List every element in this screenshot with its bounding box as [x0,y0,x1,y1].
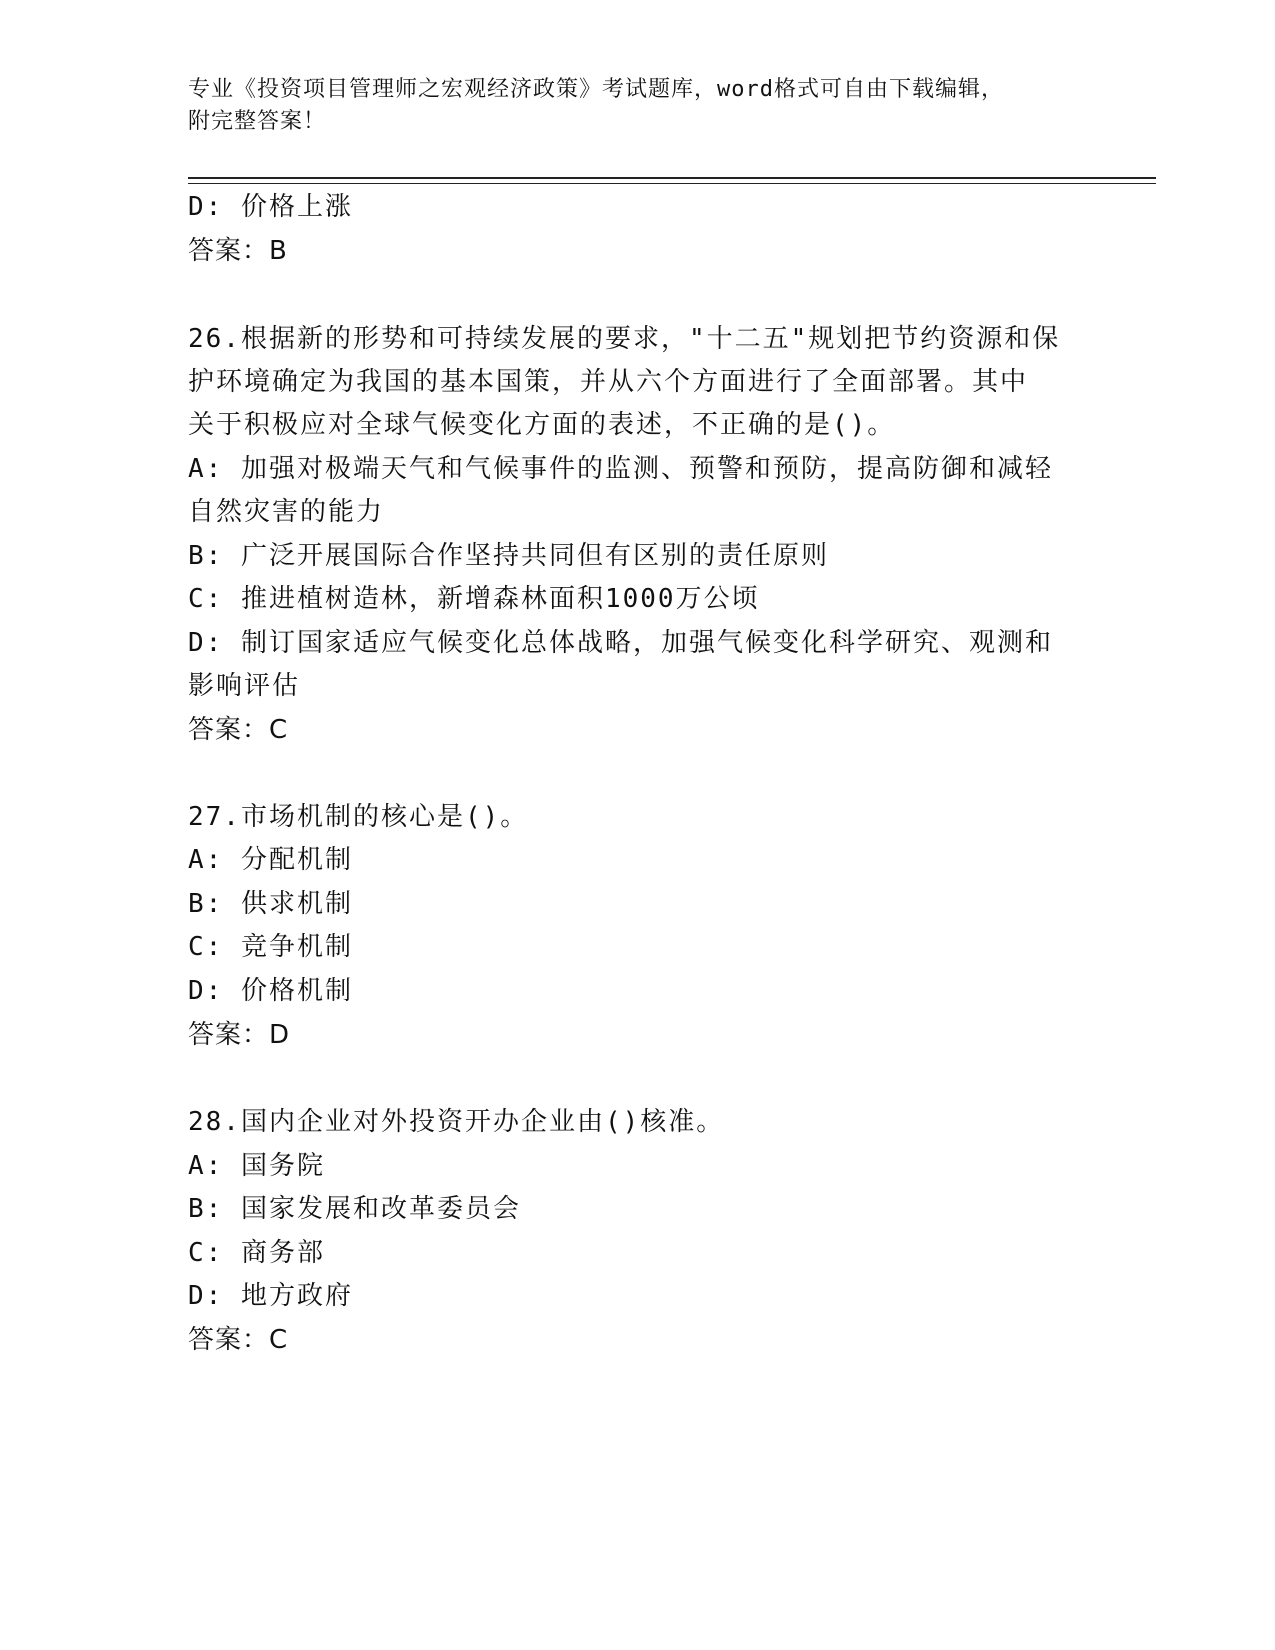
prev-option-d: D: 价格上涨 [188,192,353,222]
q26-stem-line-1: 26.根据新的形势和可持续发展的要求，"十二五"规划把节约资源和保 [188,324,1061,354]
prev-answer: 答案：B [188,236,288,266]
q27-option-c: C: 竞争机制 [188,932,353,962]
q27-answer: 答案：D [188,1020,291,1050]
q26-stem-line-3: 关于积极应对全球气候变化方面的表述，不正确的是()。 [188,410,896,440]
q28-option-a: A: 国务院 [188,1151,325,1181]
q26-option-d-line-1: D: 制订国家适应气候变化总体战略，加强气候变化科学研究、观测和 [188,628,1053,658]
q27-option-a: A: 分配机制 [188,845,353,875]
q27-option-d: D: 价格机制 [188,976,353,1006]
q26-option-a-line-1: A: 加强对极端天气和气候事件的监测、预警和预防，提高防御和减轻 [188,454,1053,484]
q28-option-d: D: 地方政府 [188,1281,353,1311]
q26-option-b: B: 广泛开展国际合作坚持共同但有区别的责任原则 [188,541,829,571]
header-rule-thin [188,183,1156,184]
q28-answer: 答案：C [188,1325,289,1355]
q26-option-c: C: 推进植树造林，新增森林面积1000万公顷 [188,584,760,614]
q27-stem: 27.市场机制的核心是()。 [188,802,529,832]
q26-option-a-line-2: 自然灾害的能力 [188,497,385,527]
q26-answer: 答案：C [188,715,289,745]
q28-option-b: B: 国家发展和改革委员会 [188,1194,521,1224]
q27-option-b: B: 供求机制 [188,889,353,919]
q28-stem: 28.国内企业对外投资开办企业由()核准。 [188,1107,725,1137]
header-line-2: 附完整答案！ [188,109,327,134]
q26-stem-line-2: 护环境确定为我国的基本国策，并从六个方面进行了全面部署。其中 [188,367,1029,397]
header-rule-thick [188,177,1156,179]
document-header [188,74,1088,138]
q26-option-d-line-2: 影响评估 [188,671,301,701]
header-line-1: 专业《投资项目管理师之宏观经济政策》考试题库，word格式可自由下载编辑， [188,77,1004,102]
q28-option-c: C: 商务部 [188,1238,325,1268]
